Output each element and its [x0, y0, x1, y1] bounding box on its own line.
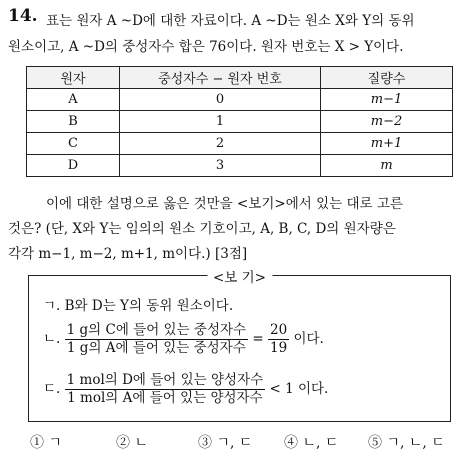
header-mass: 질량수	[321, 67, 453, 89]
question-intro-line2: 원소이고, A ~D의 중성자수 합은 76이다. 원자 번호는 X > Y이다.	[8, 39, 404, 55]
cell-atom: C	[27, 133, 120, 155]
prompt-line2: 것은? (단, X와 Y는 임의의 원소 기호이고, A, B, C, D의 원자량은	[8, 221, 396, 237]
cell-mass: m	[321, 155, 453, 177]
choice-2[interactable]: ② ㄴ	[116, 435, 148, 451]
choice-5[interactable]: ⑤ ㄱ, ㄴ, ㄷ	[368, 435, 445, 451]
table-row	[27, 133, 453, 155]
cell-diff: 2	[120, 133, 321, 155]
statement-3-tail: < 1 이다.	[269, 381, 329, 397]
statement-2	[43, 322, 324, 357]
cell-diff: 1	[120, 111, 321, 133]
data-table	[26, 66, 453, 177]
statement-3-fraction	[65, 372, 266, 407]
choice-1[interactable]: ① ㄱ	[30, 435, 62, 451]
cell-atom: B	[27, 111, 120, 133]
statement-2-tail: 이다.	[293, 331, 324, 347]
statement-3-label: ㄷ.	[43, 381, 61, 397]
choice-3[interactable]: ③ ㄱ, ㄷ	[198, 435, 253, 451]
cell-diff: 3	[120, 155, 321, 177]
statement-2-fraction	[65, 322, 248, 357]
cell-atom: A	[27, 89, 120, 111]
table-header-row	[27, 67, 453, 89]
ratio-denominator: 19	[269, 340, 288, 356]
equals-sign: =	[252, 331, 264, 347]
choice-4[interactable]: ④ ㄴ, ㄷ	[284, 435, 339, 451]
ratio-numerator: 20	[269, 322, 288, 338]
bogi-box	[28, 270, 451, 422]
bogi-title: <보 기>	[207, 266, 272, 286]
prompt-line1: 이에 대한 설명으로 옳은 것만을 <보기>에서 있는 대로 고른	[46, 196, 403, 212]
fraction-denominator: 1 g의 A에 들어 있는 중성자수	[66, 340, 246, 356]
header-diff: 중성자수 − 원자 번호	[120, 67, 321, 89]
table-row	[27, 111, 453, 133]
fraction-numerator: 1 mol의 D에 들어 있는 양성자수	[66, 372, 264, 388]
cell-mass: m−2	[321, 111, 453, 133]
statement-2-label: ㄴ.	[43, 331, 61, 347]
table-row	[27, 89, 453, 111]
statement-2-ratio	[268, 322, 289, 357]
header-atom: 원자	[27, 67, 120, 89]
cell-mass: m−1	[321, 89, 453, 111]
table-row	[27, 155, 453, 177]
cell-atom: D	[27, 155, 120, 177]
prompt-line3: 각각 m−1, m−2, m+1, m이다.) [3점]	[8, 246, 248, 262]
cell-mass: m+1	[321, 133, 453, 155]
fraction-denominator: 1 mol의 A에 들어 있는 양성자수	[67, 390, 263, 406]
question-number: 14.	[8, 6, 38, 26]
fraction-numerator: 1 g의 C에 들어 있는 중성자수	[66, 322, 247, 338]
question-intro-line1: 표는 원자 A ~D에 대한 자료이다. A ~D는 원소 X와 Y의 동위	[46, 13, 415, 29]
cell-diff: 0	[120, 89, 321, 111]
statement-1: ㄱ. B와 D는 Y의 동위 원소이다.	[43, 298, 234, 314]
statement-3	[43, 372, 328, 407]
